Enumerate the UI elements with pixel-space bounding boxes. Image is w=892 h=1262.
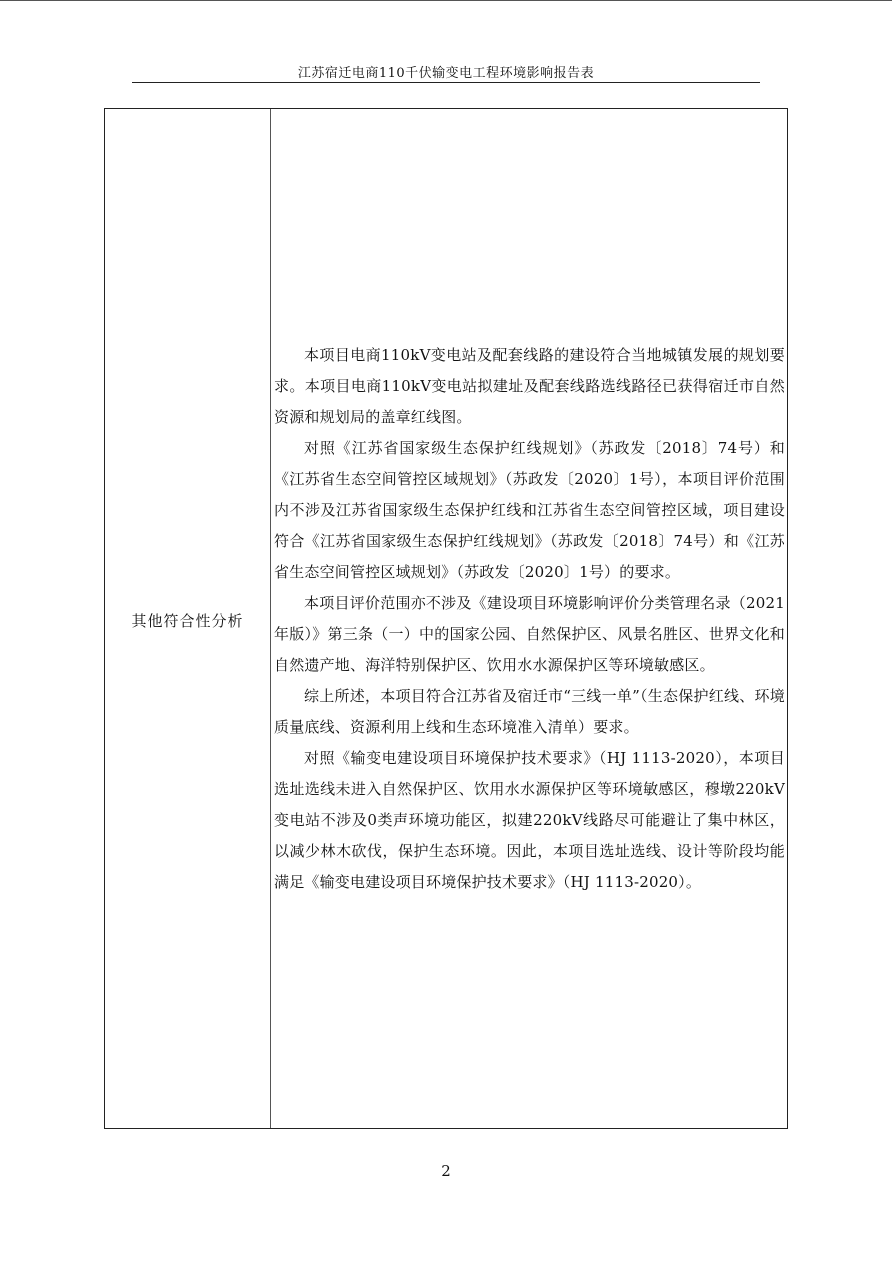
paragraph-planning: 本项目电商110kV变电站及配套线路的建设符合当地城镇发展的规划要求。本项目电商110kV变电站拟建址及配套线路选线路径已获得宿迁市自然资源和规划局的盖章红线图。 [274, 346, 785, 426]
paragraph-ecological-redline: 对照《江苏省国家级生态保护红线规划》（苏政发〔2018〕74号）和《江苏省生态空间管控区域规划》（苏政发〔2020〕1号），本项目评价范围内不涉及江苏省国家级生态保护红线和江苏省生态空间管控区域，项目建设符合《江苏省国家级生态保护红线规划》（苏政发〔2018〕74号）和《江苏省生态空间管控区域规划》（苏政发〔2020〕1号）的要求。 [274, 439, 785, 581]
paragraph-three-lines-one-list: 综上所述，本项目符合江苏省及宿迁市“三线一单”（生态保护红线、环境质量底线、资源利用上线和生态环境准入清单）要求。 [274, 687, 785, 736]
header-rule [132, 82, 760, 83]
page-number: 2 [441, 1162, 451, 1180]
page-top-border [0, 0, 892, 1]
paragraph-technical-requirements: 对照《输变电建设项目环境保护技术要求》（HJ 1113-2020），本项目选址选线未进入自然保护区、饮用水水源保护区等环境敏感区，穆墩220kV变电站不涉及0类声环境功能区，拟建220kV线路尽可能避让了集中林区，以减少林木砍伐，保护生态环境。因此，本项目选址选线、设计等阶段均能满足《输变电建设项目环境保护技术要求》（HJ 1113-2020）。 [274, 749, 785, 891]
table-label-cell [105, 109, 271, 1128]
table-content-cell [271, 109, 787, 1128]
table-label: 其他符合性分析 [131, 612, 244, 630]
running-header-title: 江苏宿迁电商110千伏输变电工程环境影响报告表 [297, 66, 595, 81]
paragraph-sensitive-areas: 本项目评价范围亦不涉及《建设项目环境影响评价分类管理名录（2021年版）》第三条（一）中的国家公园、自然保护区、风景名胜区、世界文化和自然遗产地、海洋特别保护区、饮用水水源保护区等环境敏感区。 [274, 594, 785, 674]
report-table [104, 108, 788, 1129]
